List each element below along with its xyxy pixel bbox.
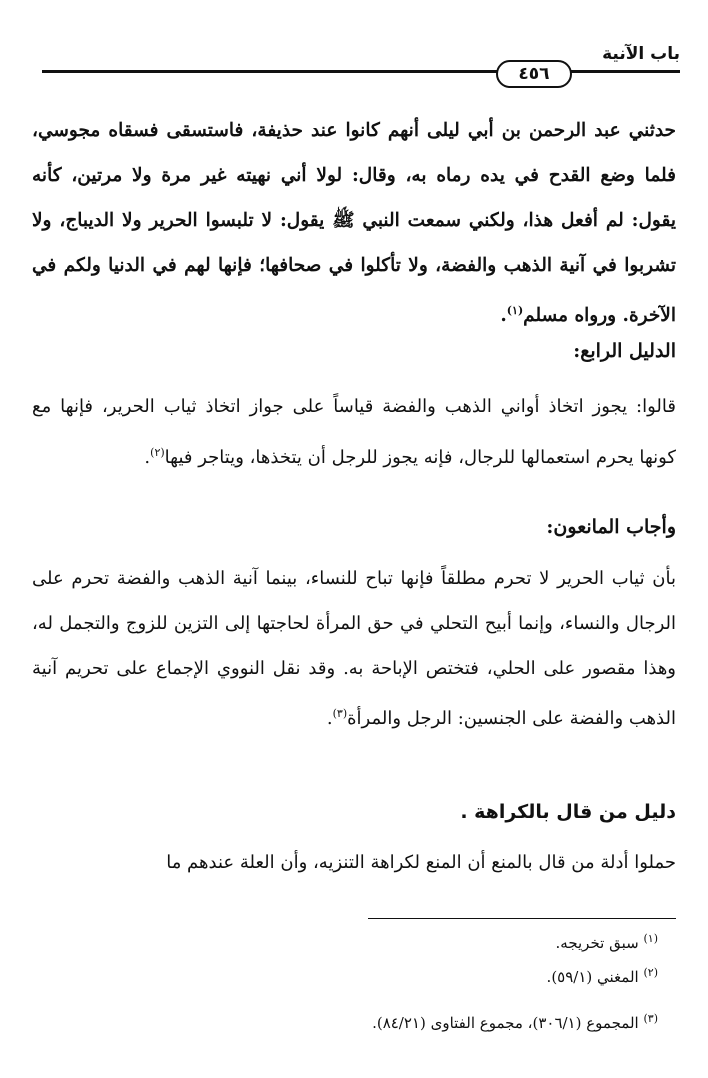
- evidence4-paragraph: [32, 384, 676, 481]
- section-text: حملوا أدلة من قال بالمنع أن المنع لكراهة التنزيه، وأن العلة عندهم ما: [166, 852, 676, 873]
- footnote-2: [547, 966, 658, 986]
- footnote-rule: [368, 918, 676, 919]
- footnote-3-marker: (٣): [643, 1012, 658, 1025]
- footnote-3: [372, 1012, 658, 1032]
- footnote-1-marker: (١): [643, 932, 658, 945]
- objectors-text: بأن ثياب الحرير لا تحرم مطلقاً فإنها تباح للنساء، بينما آنية الذهب والفضة تحرم على الرجال والنساء، وإنما أبيح التحلي في حق المرأة لحاجتها إلى التزين للزوج والتجمل له، وهذا مقصور على الحلي، فتختص الإباحة به. وقد نقل النووي الإجماع على تحريم آنية الذهب والفضة على الجنسين: الرجل والمرأة: [32, 568, 676, 729]
- hadith-end: .: [500, 305, 507, 327]
- footnote-2-text: المغني (٥٩/١).: [546, 968, 639, 986]
- footnote-1: [556, 932, 658, 952]
- footnote-3-text: المجموع (٣٠٦/١)، مجموع الفتاوى (٨٤/٢١).: [372, 1014, 639, 1032]
- objectors-paragraph: [32, 556, 676, 741]
- footnote-marker: (٣): [332, 707, 348, 720]
- section-paragraph: [32, 840, 676, 886]
- section-heading: دليل من قال بالكراهة .: [460, 801, 676, 823]
- footnote-1-text: سبق تخريجه.: [555, 934, 639, 952]
- evidence4-text: قالوا: يجوز اتخاذ أواني الذهب والفضة قياساً على جواز اتخاذ ثياب الحرير، فإنها مع كونها يحرم استعمالها للرجال، فإنه يجوز للرجل أن يتخذها، ويتاجر فيها: [32, 396, 676, 468]
- evidence4-end: .: [144, 447, 151, 468]
- footnote-marker: (١): [506, 304, 524, 317]
- page-number: ٤٥٦: [496, 60, 572, 88]
- objectors-end: .: [326, 708, 333, 729]
- evidence4-heading: الدليل الرابع:: [573, 340, 676, 362]
- footnote-marker: (٢): [150, 446, 165, 459]
- chapter-title: باب الآنية: [602, 44, 680, 64]
- footnote-2-marker: (٢): [643, 966, 658, 979]
- header-rule-right: [165, 70, 680, 73]
- objectors-heading: وأجاب المانعون:: [546, 516, 676, 538]
- hadith-text: حدثني عبد الرحمن بن أبي ليلى أنهم كانوا عند حذيفة، فاستسقى فسقاه مجوسي، فلما وضع القدح في يده رماه به، وقال: لولا أني نهيته غير مرة ولا مرتين، كأنه يقول: لم أفعل هذا، ولكني سمعت النبي ﷺ يقول: لا تلبسوا الحرير ولا الديباج، ولا تشربوا في آنية الذهب والفضة، ولا تأكلوا في صحافها؛ فإنها لهم في الدنيا ولكم في الآخرة. ورواه مسلم: [32, 120, 676, 327]
- hadith-paragraph: [32, 108, 676, 338]
